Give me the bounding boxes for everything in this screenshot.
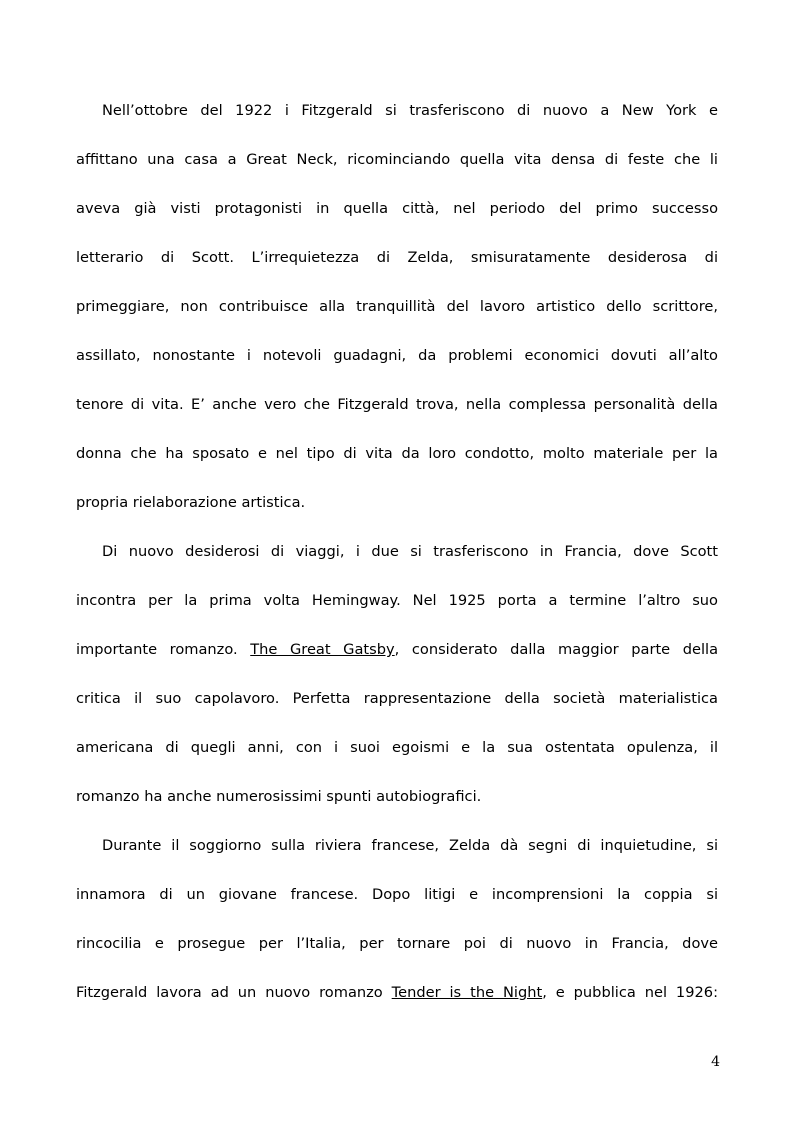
text-line (76, 968, 718, 1017)
text-line: Durante il soggiorno sulla riviera francese, Zelda dà segni di inquietudine, si (102, 837, 718, 854)
text-line: incontra per la prima volta Hemingway. Nel 1925 porta a termine l’altro suo (76, 592, 718, 609)
text-segment: , e pubblica nel 1926: (542, 984, 718, 1001)
text-line: Nell’ottobre del 1922 i Fitzgerald si trasferiscono di nuovo a New York e (102, 102, 718, 119)
text-line: tenore di vita. E’ anche vero che Fitzgerald trova, nella complessa personalità della (76, 396, 718, 413)
text-line: propria rielaborazione artistica. (76, 494, 306, 511)
text-segment: Fitzgerald lavora ad un nuovo romanzo (76, 984, 392, 1001)
paragraph-1 (76, 86, 718, 527)
text-line: critica il suo capolavoro. Perfetta rappresentazione della società materialistica (76, 690, 718, 707)
text-line (76, 625, 718, 674)
document-body (76, 86, 718, 1017)
text-segment: , considerato dalla maggior parte della (394, 641, 718, 658)
text-line: romanzo ha anche numerosissimi spunti autobiografici. (76, 788, 482, 805)
paragraph-3 (76, 821, 718, 1017)
text-line: aveva già visti protagonisti in quella città, nel periodo del primo successo (76, 200, 718, 217)
text-line: americana di quegli anni, con i suoi egoismi e la sua ostentata opulenza, il (76, 739, 718, 756)
book-title-tender-is-the-night: Tender is the Night (391, 984, 543, 1001)
text-line: primeggiare, non contribuisce alla tranquillità del lavoro artistico dello scrittore, (76, 298, 718, 315)
text-line: Di nuovo desiderosi di viaggi, i due si trasferiscono in Francia, dove Scott (102, 543, 718, 560)
text-line: donna che ha sposato e nel tipo di vita da loro condotto, molto materiale per la (76, 445, 718, 462)
text-segment: importante romanzo. (76, 641, 251, 658)
book-title-great-gatsby: The Great Gatsby (250, 641, 395, 658)
page-number: 4 (711, 1054, 720, 1070)
text-line: letterario di Scott. L’irrequietezza di Zelda, smisuratamente desiderosa di (76, 249, 718, 266)
text-line: innamora di un giovane francese. Dopo litigi e incomprensioni la coppia si (76, 886, 718, 903)
text-line: rincocilia e prosegue per l’Italia, per tornare poi di nuovo in Francia, dove (76, 935, 718, 952)
paragraph-2 (76, 527, 718, 821)
text-line: affittano una casa a Great Neck, ricominciando quella vita densa di feste che li (76, 151, 718, 168)
text-line: assillato, nonostante i notevoli guadagni, da problemi economici dovuti all’alto (76, 347, 718, 364)
